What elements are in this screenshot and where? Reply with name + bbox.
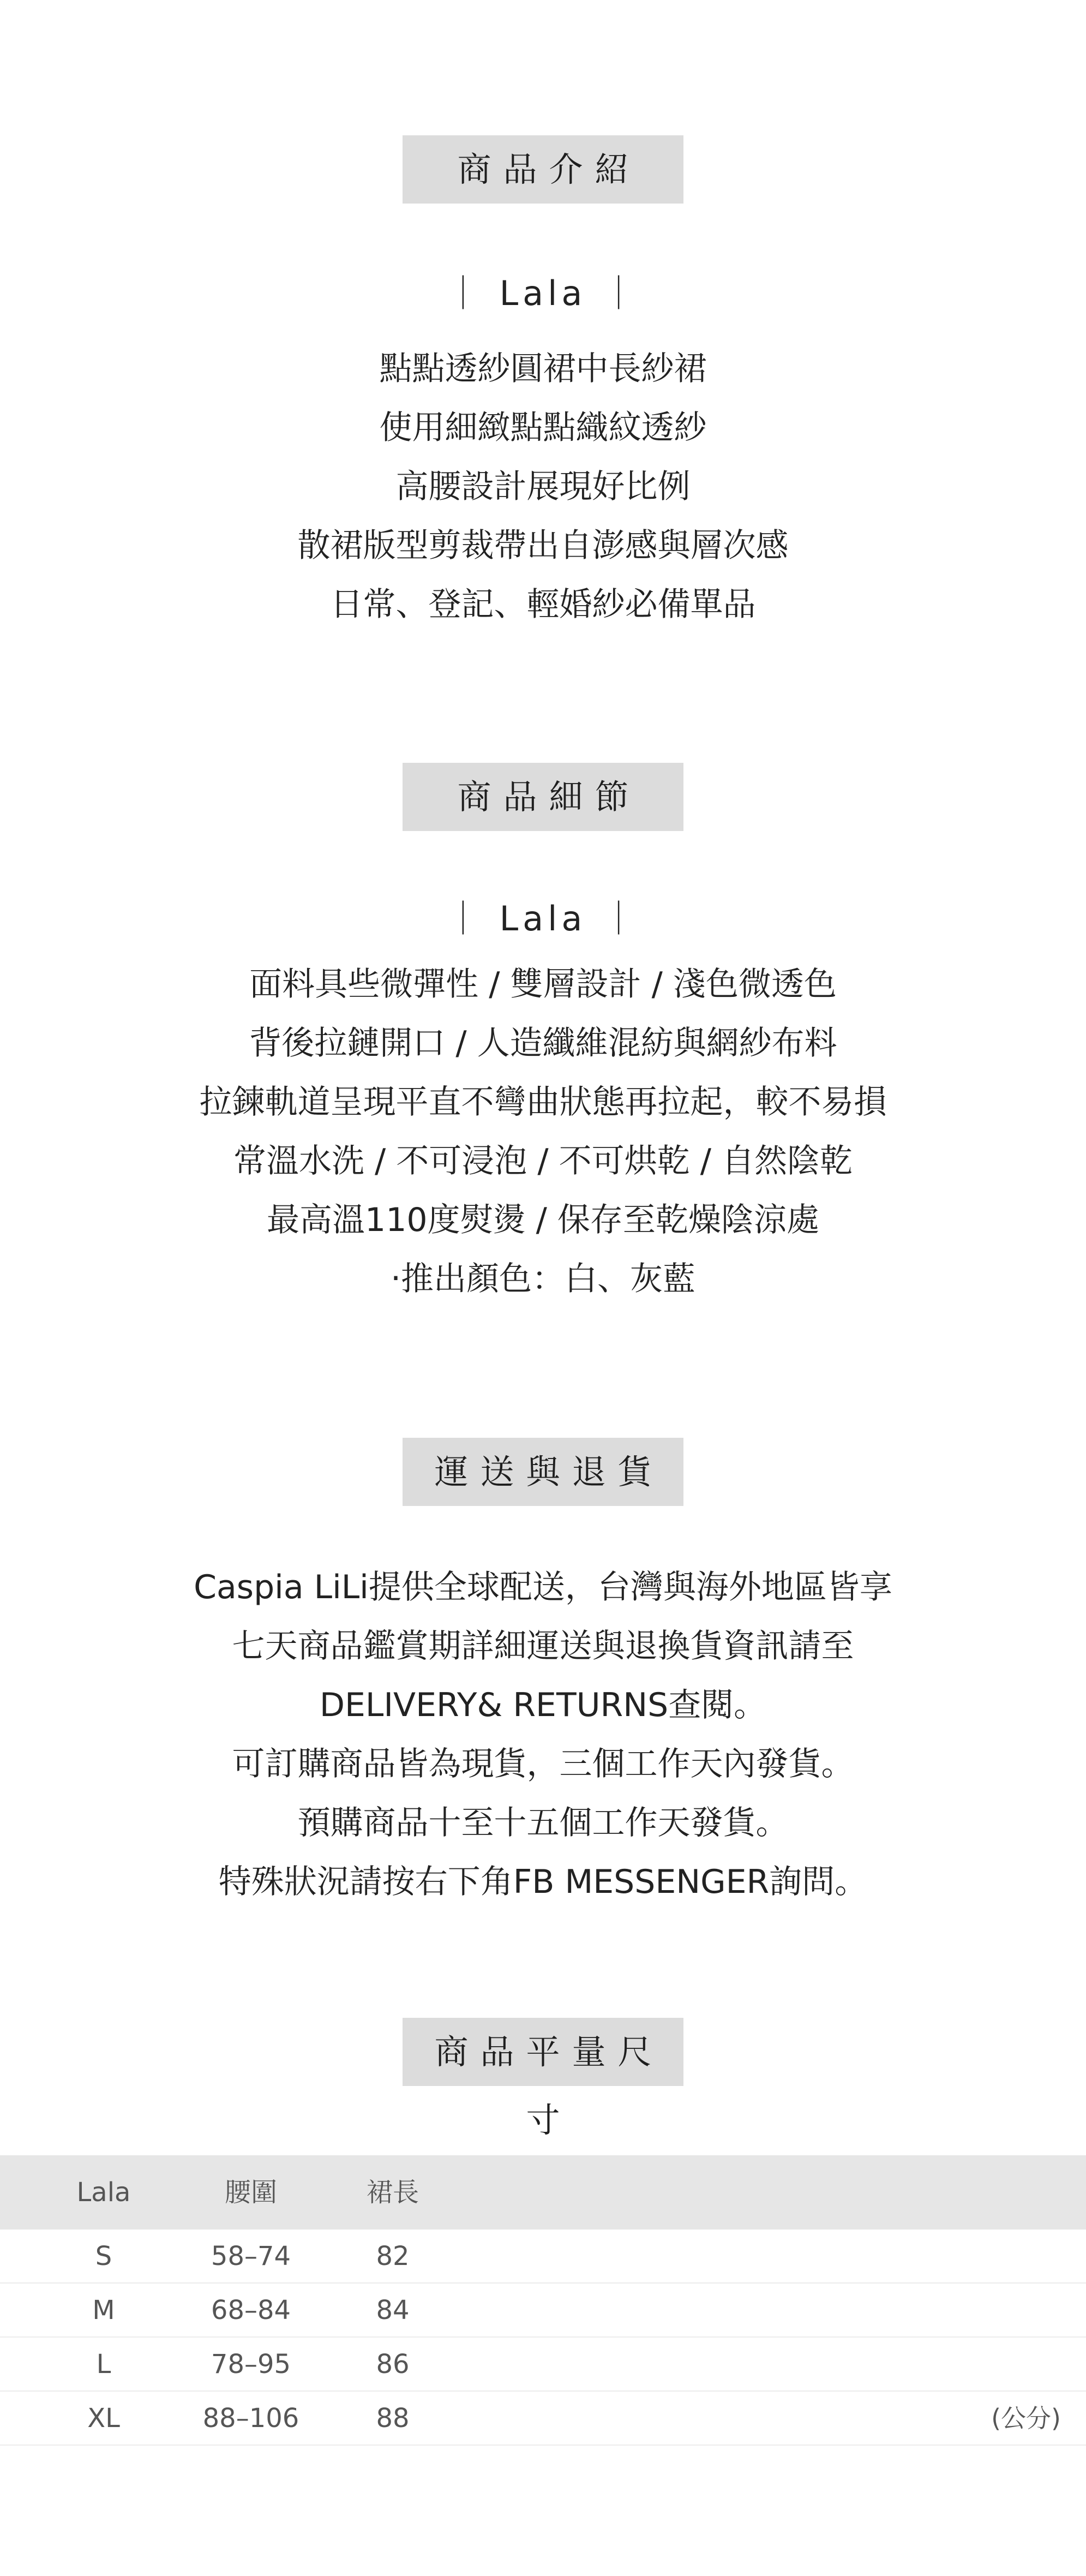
- shipping-line: 可訂購商品皆為現貨，三個工作天內發貨。: [232, 1745, 854, 1783]
- length-cell: 88: [376, 2403, 410, 2434]
- shipping-line: DELIVERY& RETURNS查閱。: [319, 1686, 767, 1724]
- waist-cell: 68–84: [211, 2295, 291, 2326]
- table-row: [0, 2392, 1086, 2446]
- waist-cell: 58–74: [211, 2241, 291, 2272]
- table-row: [0, 2338, 1086, 2392]
- waist-cell: 88–106: [202, 2403, 299, 2434]
- size-table: [0, 2155, 1086, 2446]
- intro-line: 使用細緻點點織紋透紗: [379, 409, 707, 447]
- details-line: 面料具些微彈性 / 雙層設計 / 淺色微透色: [249, 965, 837, 1003]
- length-cell: 84: [376, 2295, 410, 2326]
- unit-label: (公分): [991, 2404, 1061, 2433]
- length-cell: 86: [376, 2349, 410, 2380]
- details-line: ‧推出顏色：白、灰藍: [390, 1260, 696, 1298]
- size-cell: XL: [87, 2403, 120, 2434]
- details-line: 最高溫110度熨燙 / 保存至乾燥陰涼處: [267, 1201, 819, 1239]
- header-length: 裙長: [366, 2177, 419, 2208]
- intro-line: 散裙版型剪裁帶出自澎感與層次感: [297, 527, 789, 565]
- size-cell: S: [95, 2241, 112, 2272]
- shipping-line: Caspia LiLi提供全球配送，台灣與海外地區皆享: [194, 1568, 892, 1606]
- length-cell: 82: [376, 2241, 410, 2272]
- intro-description: [0, 339, 1086, 634]
- intro-line: 日常、登記、輕婚紗必備單品: [330, 585, 756, 624]
- size-cell: L: [96, 2349, 111, 2380]
- details-description: [0, 955, 1086, 1308]
- table-row: [0, 2230, 1086, 2284]
- section-tag-size: 商品平量尺寸: [403, 2018, 683, 2086]
- details-line: 拉鍊軌道呈現平直不彎曲狀態再拉起，較不易損: [199, 1083, 887, 1121]
- size-table-header: [0, 2155, 1086, 2230]
- table-row: [0, 2284, 1086, 2338]
- shipping-description: [0, 1558, 1086, 1911]
- intro-line: 高腰設計展現好比例: [395, 468, 691, 506]
- details-line: 背後拉鏈開口 / 人造纖維混紡與網紗布料: [249, 1024, 837, 1062]
- section-tag-intro: 商品介紹: [403, 135, 683, 204]
- details-subtitle: ｜ Lala ｜: [446, 899, 640, 939]
- section-tag-shipping: 運送與退貨: [403, 1438, 683, 1506]
- waist-cell: 78–95: [211, 2349, 291, 2380]
- intro-line: 點點透紗圓裙中長紗裙: [379, 350, 707, 388]
- details-line: 常溫水洗 / 不可浸泡 / 不可烘乾 / 自然陰乾: [233, 1142, 853, 1180]
- header-waist: 腰圍: [224, 2177, 277, 2208]
- shipping-line: 預購商品十至十五個工作天發貨。: [297, 1804, 789, 1842]
- shipping-line: 七天商品鑑賞期詳細運送與退換貨資訊請至: [232, 1627, 854, 1665]
- size-cell: M: [92, 2295, 115, 2326]
- section-tag-details: 商品細節: [403, 763, 683, 831]
- intro-subtitle: ｜ Lala ｜: [446, 273, 640, 313]
- header-size: Lala: [76, 2177, 131, 2208]
- shipping-line: 特殊狀況請按右下角FB MESSENGER詢問。: [218, 1863, 868, 1901]
